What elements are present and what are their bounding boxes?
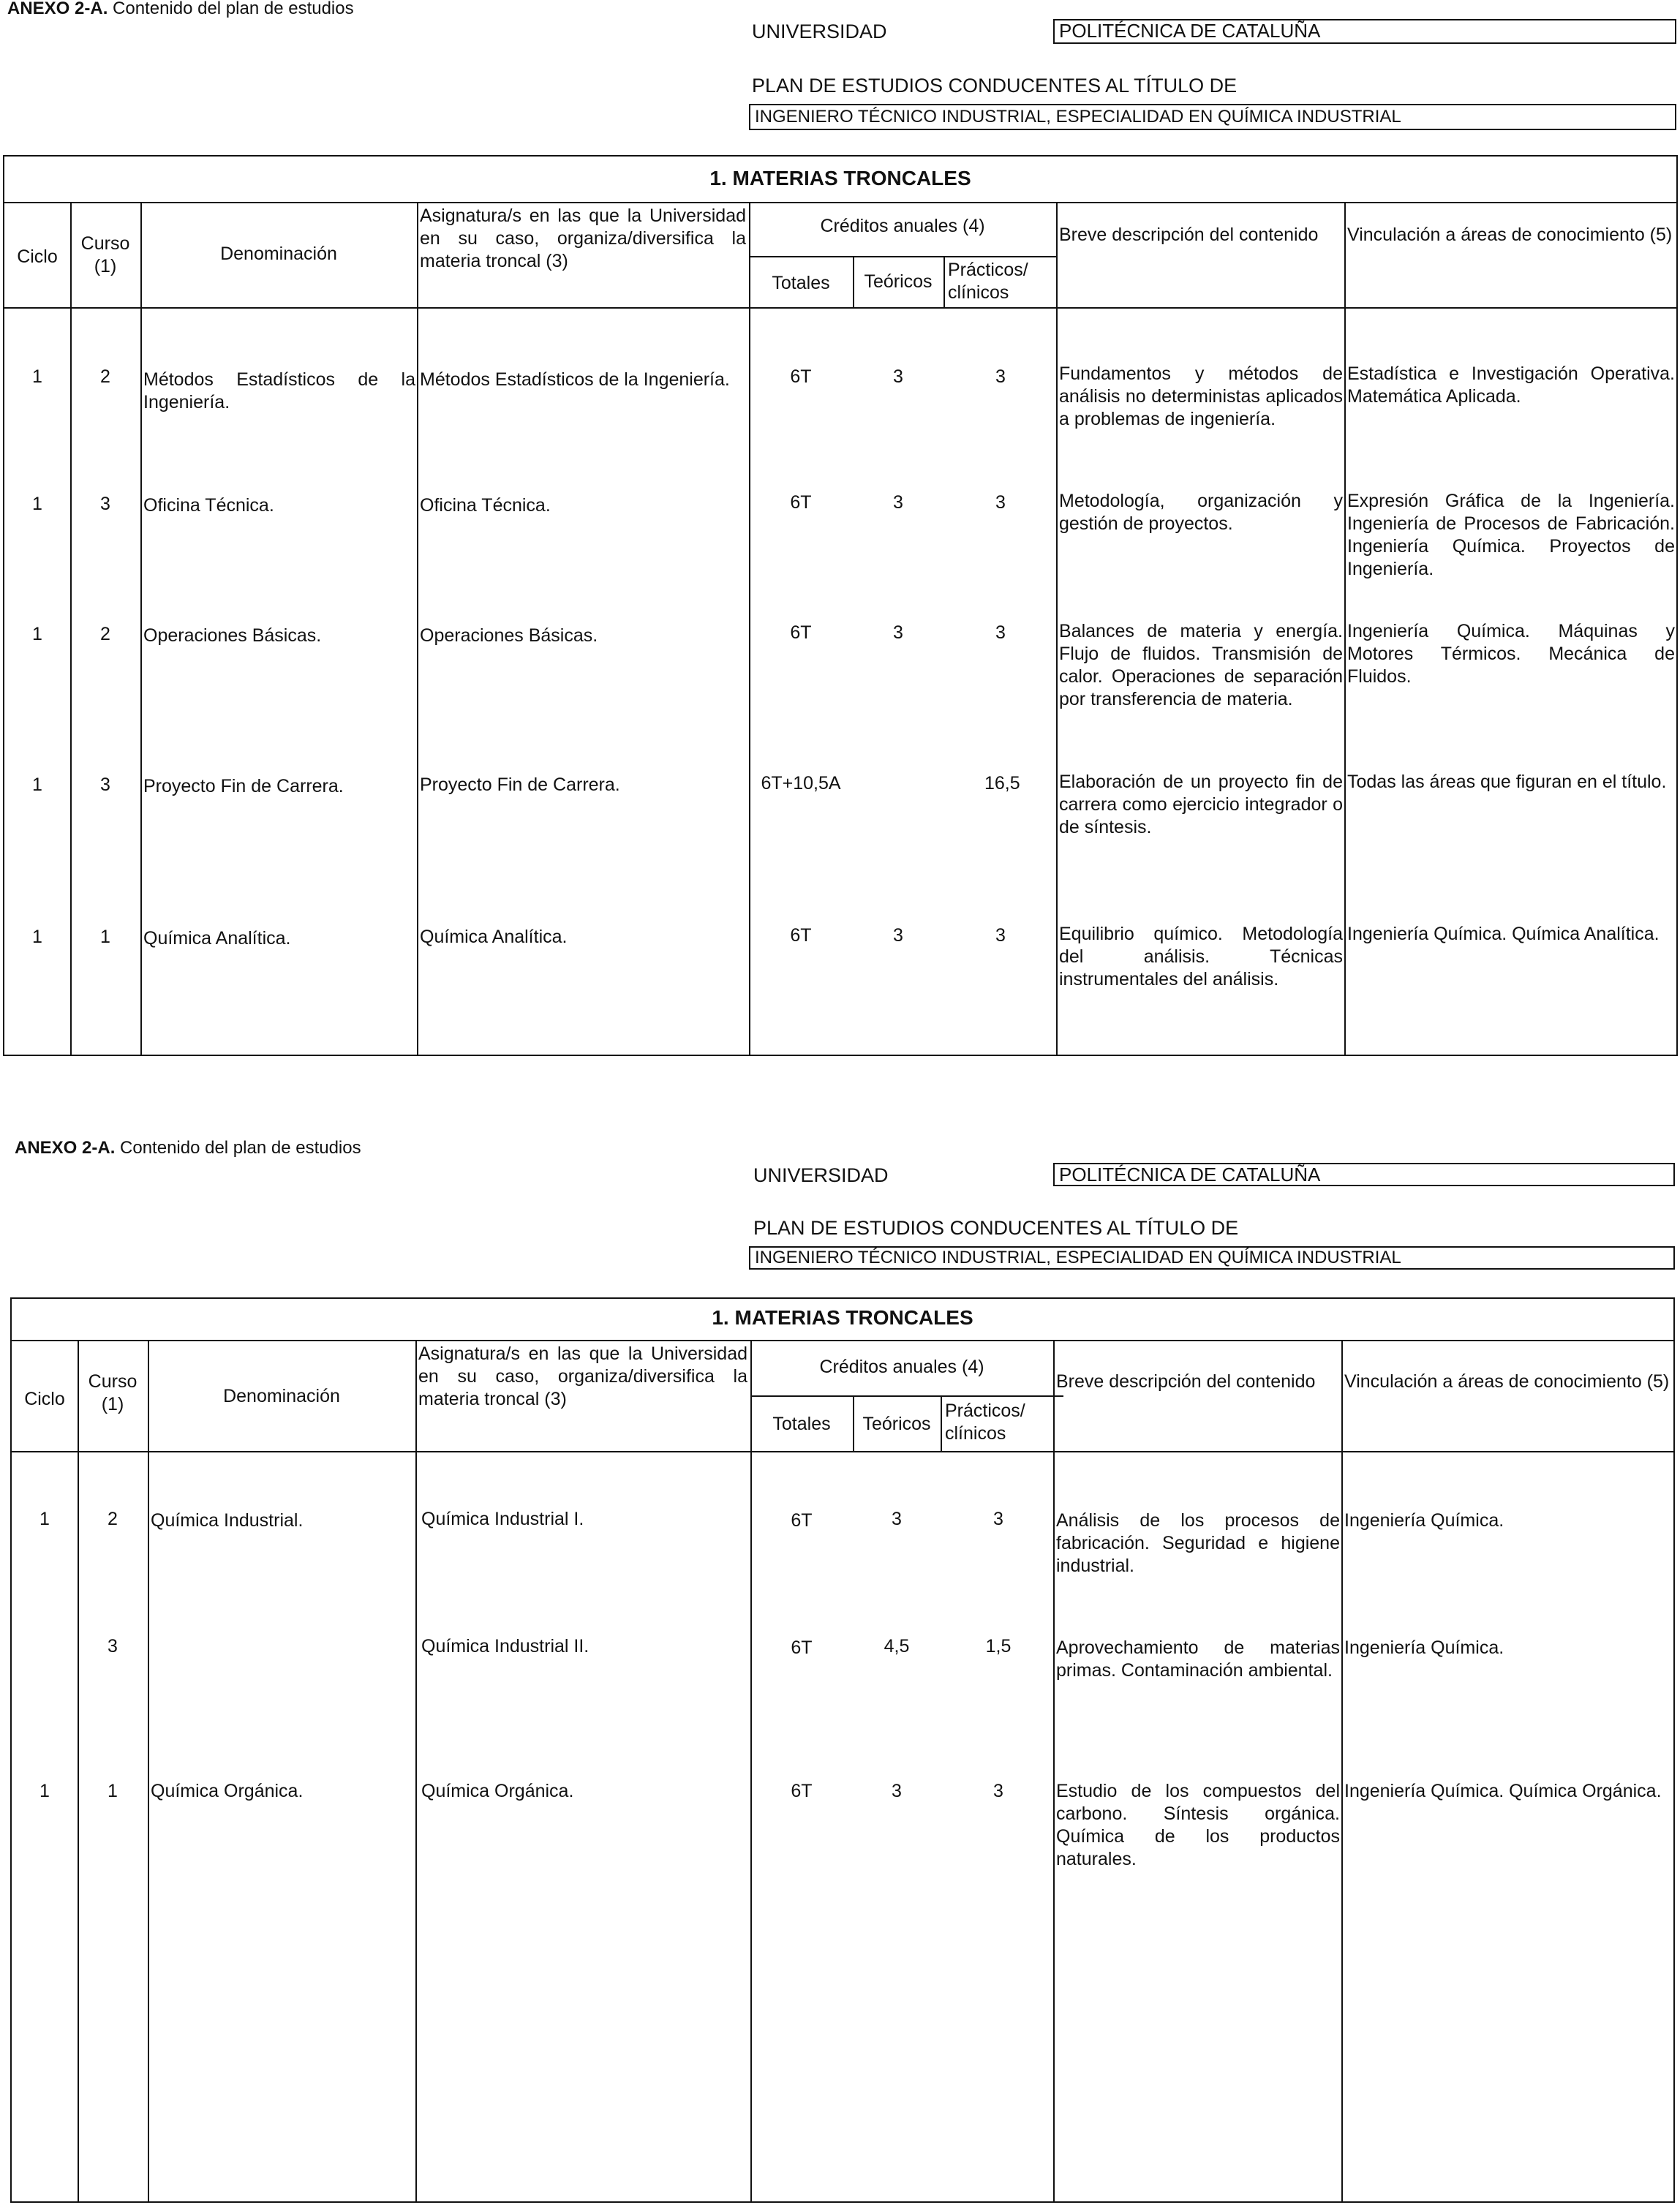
table-row-asignatura: Química Industrial I.: [421, 1509, 584, 1529]
table-row-curso: 2: [100, 624, 110, 644]
table-row-denominacion: Química Analítica.: [143, 928, 291, 949]
table-row-totales: 6T: [791, 1510, 813, 1531]
col-header-vinculacion: Vinculación a áreas de conocimiento (5): [1347, 225, 1673, 245]
col-header-teoricos: Teóricos: [862, 1414, 931, 1434]
table-row-teoricos: 3: [893, 366, 903, 387]
table-row-practicos: 3: [993, 1781, 1003, 1801]
table-row-breve: Aprovechamiento de materias primas. Contaminación ambiental.: [1056, 1637, 1340, 1681]
table-title: 1. MATERIAS TRONCALES: [712, 1306, 973, 1329]
table-row-asignatura: Química Analítica.: [420, 927, 568, 947]
col-header-breve: Breve descripción del contenido: [1059, 225, 1319, 245]
table-row-ciclo: 1: [32, 366, 42, 387]
table-row-practicos: 16,5: [984, 773, 1020, 794]
anexo-heading: ANEXO 2-A. Contenido del plan de estudios: [7, 0, 354, 18]
table-row-asignatura: Oficina Técnica.: [420, 495, 551, 516]
table-row-vinculacion: Ingeniería Química.: [1344, 1510, 1504, 1531]
table-row-breve: Fundamentos y métodos de análisis no deterministas aplicados a problemas de ingeniería.: [1059, 363, 1343, 429]
table-row-practicos: 1,5: [985, 1636, 1012, 1656]
plan-value: INGENIERO TÉCNICO INDUSTRIAL, ESPECIALIDAD EN QUÍMICA INDUSTRIAL: [749, 1246, 1675, 1270]
table-row-teoricos: 3: [893, 925, 903, 946]
materias-table: [10, 1297, 1675, 2203]
anexo-heading: ANEXO 2-A. Contenido del plan de estudios: [15, 1138, 361, 1158]
table-row-denominacion: Operaciones Básicas.: [143, 625, 322, 646]
sheet-2: [0, 1126, 1680, 2205]
table-row-ciclo: 1: [32, 774, 42, 795]
col-header-ciclo: Ciclo: [24, 1389, 65, 1409]
table-row-teoricos: 3: [893, 492, 903, 513]
table-row-curso: 1: [108, 1781, 118, 1801]
table-row-curso: 2: [108, 1509, 118, 1529]
table-row-denominacion: Química Orgánica.: [151, 1781, 304, 1801]
table-row-totales: 6T: [790, 925, 812, 946]
sheet-1: [0, 0, 1680, 1060]
table-row-totales: 6T+10,5A: [761, 773, 841, 794]
table-row-totales: 6T: [791, 1781, 813, 1801]
table-row-asignatura: Métodos Estadísticos de la Ingeniería.: [420, 369, 730, 390]
table-row-breve: Balances de materia y energía. Flujo de fluidos. Transmisión de calor. Operaciones de separación por transferencia de materia.: [1059, 621, 1343, 709]
col-header-teoricos: Teóricos: [864, 271, 933, 292]
table-row-vinculacion: Estadística e Investigación Operativa. Matemática Aplicada.: [1347, 363, 1675, 407]
table-row-vinculacion: Todas las áreas que figuran en el título.: [1347, 772, 1667, 792]
table-row-breve: Elaboración de un proyecto fin de carrera como ejercicio integrador o de síntesis.: [1059, 772, 1343, 837]
table-row-curso: 3: [100, 494, 110, 514]
table-row-practicos: 3: [995, 925, 1006, 946]
universidad-label: UNIVERSIDAD: [753, 1164, 889, 1186]
table-row-denominacion: Proyecto Fin de Carrera.: [143, 776, 344, 796]
table-row-asignatura: Química Industrial II.: [421, 1636, 589, 1656]
col-header-practicos: Prácticos/ clínicos: [945, 1401, 1025, 1444]
plan-value: INGENIERO TÉCNICO INDUSTRIAL, ESPECIALIDAD EN QUÍMICA INDUSTRIAL: [749, 104, 1676, 130]
table-row-teoricos: 3: [893, 622, 903, 643]
table-row-practicos: 3: [995, 622, 1006, 643]
table-row-ciclo: 1: [39, 1781, 50, 1801]
table-row-asignatura: Proyecto Fin de Carrera.: [420, 774, 620, 795]
table-row-totales: 6T: [790, 366, 812, 387]
table-row-teoricos: 3: [892, 1781, 902, 1801]
col-header-curso: Curso (1): [88, 1371, 138, 1414]
table-row-vinculacion: Ingeniería Química. Máquinas y Motores Térmicos. Mecánica de Fluidos.: [1347, 621, 1675, 687]
universidad-value: POLITÉCNICA DE CATALUÑA: [1053, 1163, 1675, 1186]
table-row-breve: Análisis de los procesos de fabricación. Seguridad e higiene industrial.: [1056, 1510, 1340, 1576]
table-row-breve: Equilibrio químico. Metodología del análisis. Técnicas instrumentales del análisis.: [1059, 924, 1343, 990]
col-header-asignatura: Asignatura/s en las que la Universidad en su caso, organiza/diversifica la materia troncal (3): [420, 206, 746, 271]
table-row-asignatura: Operaciones Básicas.: [420, 625, 598, 646]
col-header-vinculacion: Vinculación a áreas de conocimiento (5): [1344, 1371, 1670, 1392]
table-row-teoricos: 4,5: [884, 1636, 910, 1656]
table-row-ciclo: 1: [39, 1509, 50, 1529]
table-row-practicos: 3: [995, 492, 1006, 513]
table-row-curso: 1: [100, 927, 110, 947]
table-row-ciclo: 1: [32, 494, 42, 514]
table-row-vinculacion: Ingeniería Química. Química Orgánica.: [1344, 1781, 1662, 1801]
universidad-label: UNIVERSIDAD: [752, 20, 887, 42]
table-row-totales: 6T: [791, 1637, 813, 1658]
table-row-curso: 2: [100, 366, 110, 387]
plan-label: PLAN DE ESTUDIOS CONDUCENTES AL TÍTULO DE: [753, 1217, 1239, 1239]
plan-label: PLAN DE ESTUDIOS CONDUCENTES AL TÍTULO DE: [752, 75, 1238, 97]
table-row-curso: 3: [100, 774, 110, 795]
table-row-practicos: 3: [993, 1509, 1003, 1529]
table-row-vinculacion: Ingeniería Química.: [1344, 1637, 1504, 1658]
table-row-ciclo: 1: [32, 927, 42, 947]
table-title: 1. MATERIAS TRONCALES: [709, 167, 971, 189]
col-header-creditos: Créditos anuales (4): [819, 1357, 984, 1377]
table-row-asignatura: Química Orgánica.: [421, 1781, 574, 1801]
table-row-breve: Estudio de los compuestos del carbono. Síntesis orgánica. Química de los productos naturales.: [1056, 1781, 1340, 1869]
col-header-breve: Breve descripción del contenido: [1056, 1371, 1316, 1392]
col-header-ciclo: Ciclo: [17, 246, 58, 267]
col-header-totales: Totales: [772, 273, 830, 293]
table-row-breve: Metodología, organización y gestión de proyectos.: [1059, 491, 1343, 534]
col-header-practicos: Prácticos/ clínicos: [948, 260, 1028, 303]
table-row-totales: 6T: [790, 622, 812, 643]
col-header-denominacion: Denominación: [223, 1386, 340, 1406]
table-row-practicos: 3: [995, 366, 1006, 387]
table-row-vinculacion: Ingeniería Química. Química Analítica.: [1347, 924, 1660, 944]
col-header-creditos: Créditos anuales (4): [820, 216, 985, 236]
table-row-denominacion: Química Industrial.: [151, 1510, 304, 1531]
table-row-teoricos: 3: [892, 1509, 902, 1529]
table-row-totales: 6T: [790, 492, 812, 513]
table-row-denominacion: Métodos Estadísticos de la Ingeniería.: [143, 369, 415, 412]
materias-table: [3, 155, 1678, 1056]
col-header-asignatura: Asignatura/s en las que la Universidad en su caso, organiza/diversifica la materia troncal (3): [418, 1343, 747, 1409]
table-row-curso: 3: [108, 1636, 118, 1656]
col-header-curso: Curso (1): [80, 233, 130, 276]
table-row-vinculacion: Expresión Gráfica de la Ingeniería. Ingeniería de Procesos de Fabricación. Ingeniería Química. Proyectos de Ingeniería.: [1347, 491, 1675, 579]
col-header-totales: Totales: [772, 1414, 831, 1434]
table-row-ciclo: 1: [32, 624, 42, 644]
table-row-denominacion: Oficina Técnica.: [143, 495, 274, 516]
col-header-denominacion: Denominación: [220, 244, 337, 264]
universidad-value: POLITÉCNICA DE CATALUÑA: [1053, 19, 1676, 44]
